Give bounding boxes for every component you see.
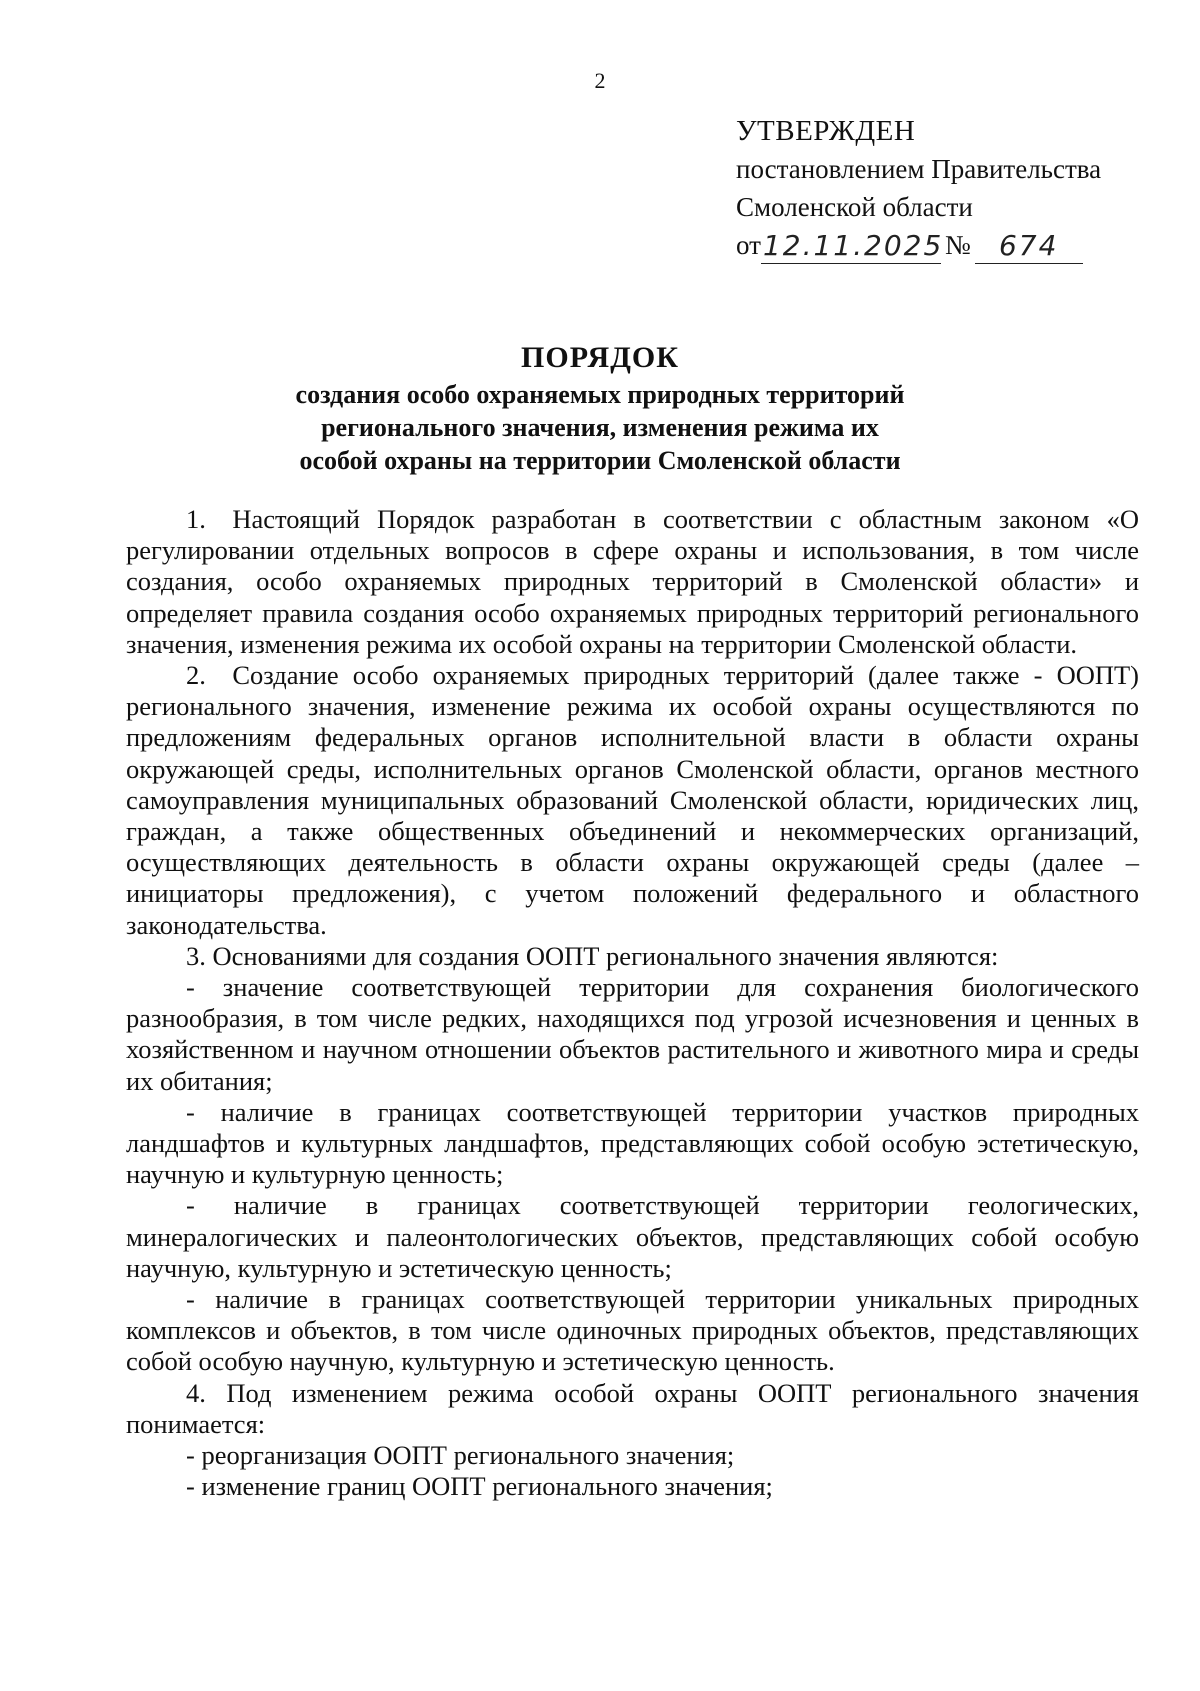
paragraph: 3. Основаниями для создания ООПТ регионального значения являются: <box>186 940 999 971</box>
paragraph: - наличие в границах соответствующей территории участков природных ландшафтов и культурных ландшафтов, представляющих собой особую эстетическую, научную и культурную ценность; <box>126 1096 1139 1190</box>
title-main: ПОРЯДОК <box>521 341 679 374</box>
approval-block <box>736 112 1156 264</box>
handwritten-date: 12.11.2025 <box>762 229 944 262</box>
title-sub-line: создания особо охраняемых природных территорий <box>295 380 905 409</box>
paragraph: 4. Под изменением режима особой охраны ООПТ регионального значения понимается: <box>126 1377 1139 1439</box>
paragraph: - изменение границ ООПТ регионального значения; <box>186 1471 773 1502</box>
paragraph: - значение соответствующей территории для сохранения биологического разнообразия, в том числе редких, находящихся под угрозой исчезновения и ценных в хозяйственном и научном отношении объектов растительного и животного мира и среды их обитания; <box>126 972 1139 1096</box>
handwritten-number: 674 <box>975 229 1083 264</box>
approval-line-2: Смоленской области <box>736 192 973 222</box>
number-sign: № <box>944 230 971 260</box>
approval-date-line <box>736 226 1156 264</box>
from-label: от <box>736 230 761 260</box>
approval-title: УТВЕРЖДЕН <box>736 115 916 147</box>
page-number: 2 <box>594 68 606 93</box>
paragraph: - реорганизация ООПТ регионального значения; <box>186 1440 735 1471</box>
title-sub-line: регионального значения, изменения режима их <box>321 413 879 442</box>
paragraph: - наличие в границах соответствующей территории геологических, минералогических и палеонтологических объектов, представляющих собой особую научную, культурную и эстетическую ценность; <box>126 1190 1139 1283</box>
paragraph: 1. Настоящий Порядок разработан в соответствии с областным законом «О регулировании отдельных вопросов в сфере охраны и использования, в том числе создания, особо охраняемых природных территорий в Смоленской области» и определяет правила создания особо охраняемых природных территорий регионального значения, изменения режима их особой охраны на территории Смоленской области. <box>126 504 1139 659</box>
paragraph: - наличие в границах соответствующей территории уникальных природных комплексов и объектов, в том числе одиночных природных объектов, представляющих собой особую научную, культурную и эстетическую ценность. <box>126 1284 1139 1377</box>
document-title <box>0 338 1200 477</box>
title-sub-line: особой охраны на территории Смоленской области <box>299 446 901 475</box>
paragraph: 2. Создание особо охраняемых природных территорий (далее также - ООПТ) регионального значения, изменение режима их особой охраны осуществляются по предложениям федеральных органов исполнительной власти в области охраны окружающей среды, исполнительных органов Смоленской области, органов местного самоуправления муниципальных образований Смоленской области, юридических лиц, граждан, а также общественных объединений и некоммерческих организаций, осуществляющих деятельность в области охраны окружающей среды (далее – инициаторы предложения), с учетом положений федерального и областного законодательства. <box>126 660 1139 940</box>
document-body <box>126 504 1139 1503</box>
approval-line-1: постановлением Правительства <box>736 154 1102 184</box>
